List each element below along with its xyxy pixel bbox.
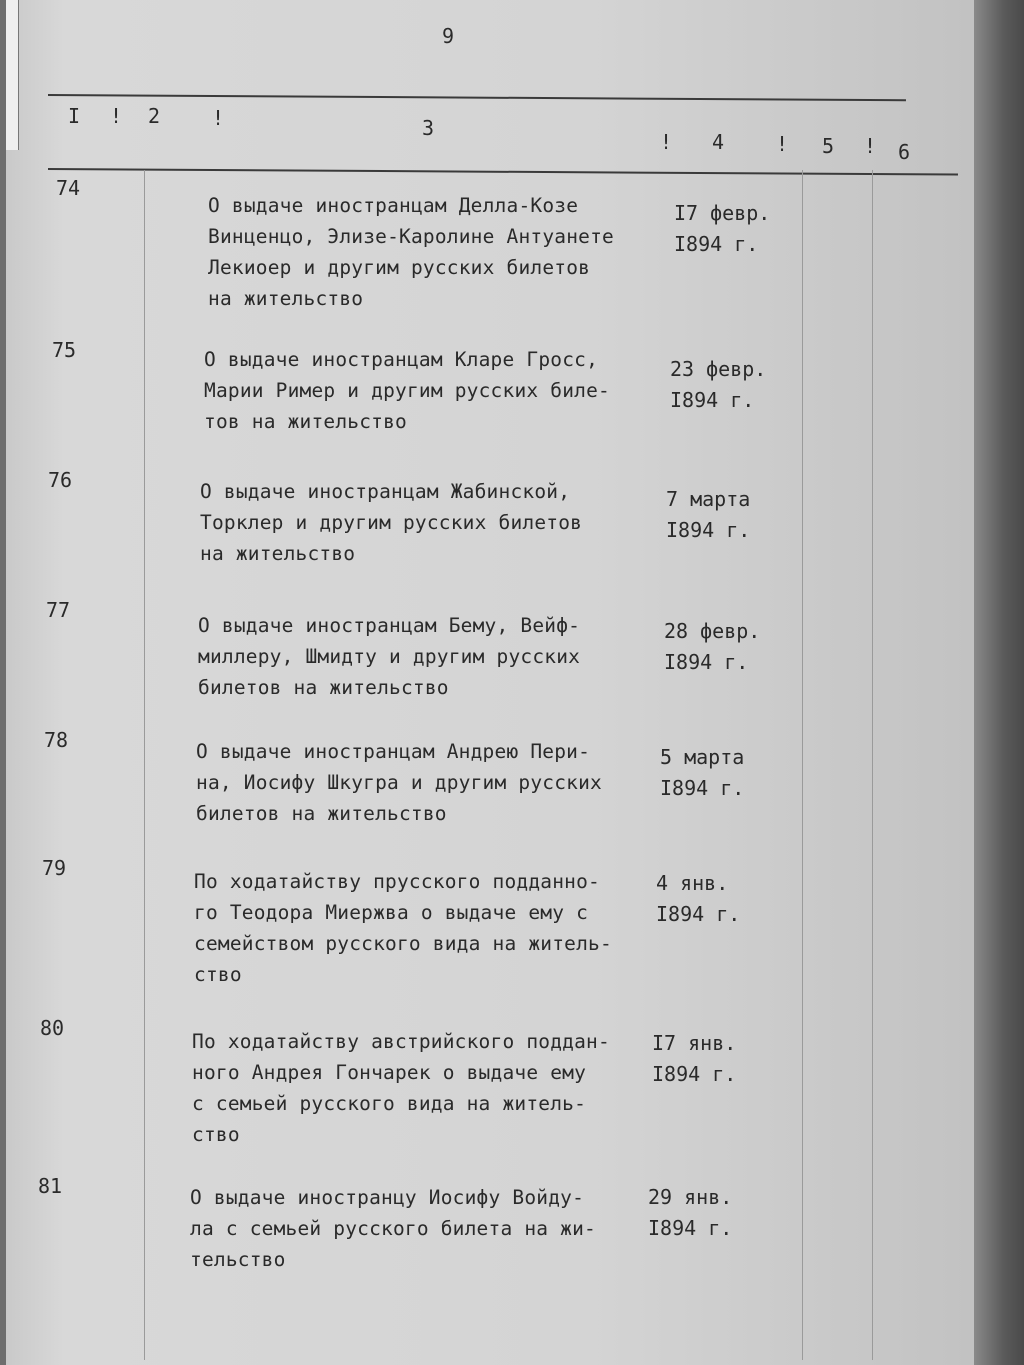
list-item (6, 598, 974, 748)
page-edge-shadow (974, 0, 1024, 1365)
entry-date: 5 марта I894 г. (660, 745, 745, 800)
list-item (6, 1016, 974, 1166)
entry-number: 75 (51, 338, 77, 362)
document-page (6, 0, 974, 1365)
entry-number: 77 (45, 598, 71, 622)
page-number: 9 (442, 24, 455, 48)
header-col-6: 6 (898, 140, 911, 164)
header-separator: ! (110, 104, 123, 128)
entry-date: 29 янв. I894 г. (648, 1185, 733, 1240)
header-col-3: 3 (422, 116, 435, 140)
entry-date: I7 янв. I894 г. (652, 1031, 737, 1086)
entry-date: 7 марта I894 г. (666, 487, 751, 542)
header-col-4: 4 (712, 130, 725, 154)
header-separator: ! (212, 106, 225, 130)
list-item (6, 468, 974, 618)
entry-description: О выдаче иностранцам Жабинской, Торклер и другим русских билетов на жительство (200, 480, 583, 565)
entry-number: 78 (43, 728, 69, 752)
entry-description: По ходатайству прусского подданно- го Теодора Миержва о выдаче ему с семейством русского вида на житель- ство (194, 870, 612, 986)
header-col-2: 2 (148, 104, 161, 128)
table-header-top-rule (48, 94, 906, 101)
entry-number: 81 (37, 1174, 63, 1198)
entry-description: По ходатайству австрийского поддан- ного Андрея Гончарек о выдаче ему с семьей русского вида на житель- ство (192, 1030, 610, 1146)
entry-description: О выдаче иностранцам Бему, Вейф- миллеру, Шмидту и другим русских билетов на жительство (198, 614, 581, 699)
entry-number: 80 (39, 1016, 65, 1040)
header-separator: ! (776, 132, 789, 156)
list-item (6, 176, 974, 326)
header-separator: ! (660, 130, 673, 154)
entry-date: I7 февр. I894 г. (674, 201, 771, 256)
entry-description: О выдаче иностранцам Делла-Козе Винценцо, Элизе-Каролине Антуанете Лекиоер и другим русских билетов на жительство (208, 194, 614, 310)
header-separator: ! (864, 134, 877, 158)
entry-description: О выдаче иностранцу Иосифу Войду- ла с семьей русского билета на жи- тельство (190, 1186, 596, 1271)
binding-tab (6, 0, 19, 150)
entry-date: 28 февр. I894 г. (664, 619, 761, 674)
entry-description: О выдаче иностранцам Кларе Гросс, Марии Ример и другим русских биле- тов на жительство (204, 348, 610, 433)
header-col-5: 5 (822, 134, 835, 158)
entry-date: 23 февр. I894 г. (670, 357, 767, 412)
header-col-1: I (68, 104, 81, 128)
entry-date: 4 янв. I894 г. (656, 871, 741, 926)
entry-number: 76 (47, 468, 73, 492)
table-header-bottom-rule (48, 168, 958, 176)
entry-description: О выдаче иностранцам Андрею Пери- на, Иосифу Шкугра и другим русских билетов на жительство (196, 740, 602, 825)
list-item (6, 1174, 974, 1324)
list-item (6, 856, 974, 1006)
entry-number: 74 (55, 176, 81, 200)
entry-number: 79 (41, 856, 67, 880)
list-item (6, 338, 974, 488)
